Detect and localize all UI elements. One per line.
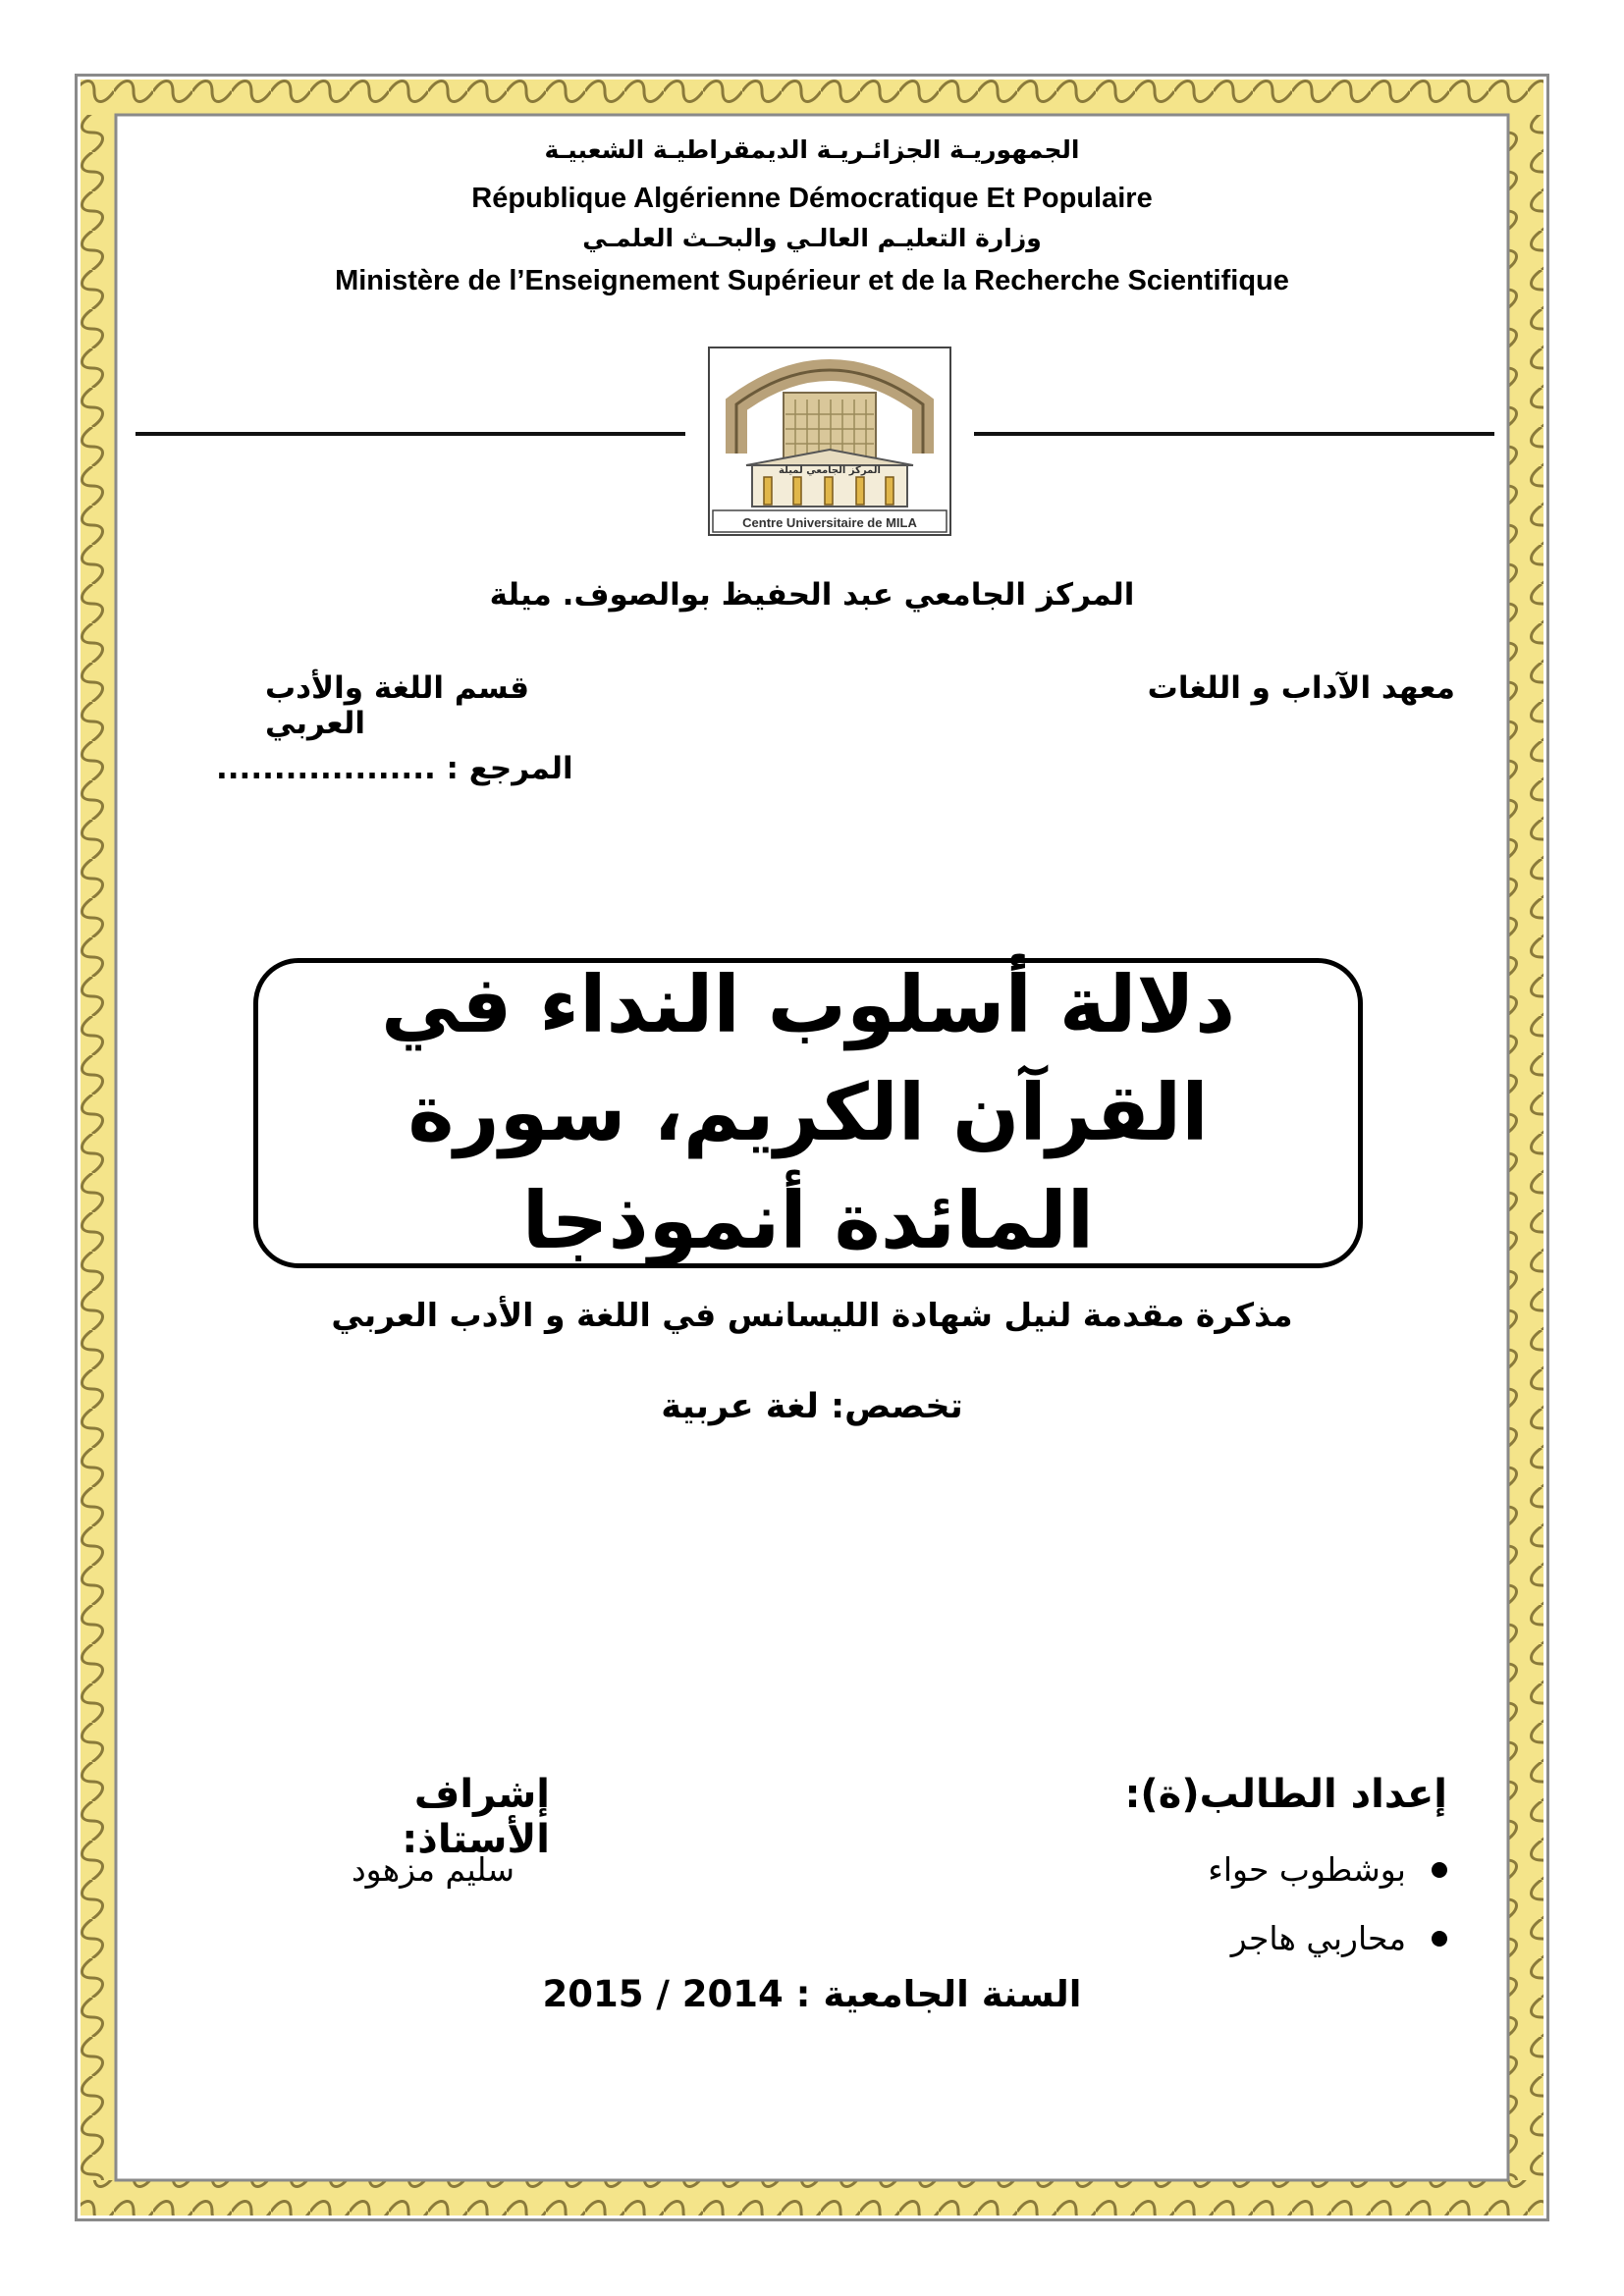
supervisor-name: سليم مزهود <box>351 1850 514 1889</box>
university-building-logo-icon <box>707 346 952 537</box>
bullet-icon <box>1432 1862 1447 1878</box>
students-heading: إعداد الطالب(ة): <box>1124 1772 1447 1817</box>
supervisor-heading: إشراف الأستاذ: <box>402 1772 550 1862</box>
country-name-arabic: الجمهوريـة الجزائـريـة الديمقراطيـة الشعبيـة <box>544 135 1080 164</box>
department-name: قسم اللغة والأدب العربي <box>265 670 529 741</box>
bullet-icon <box>1432 1931 1447 1947</box>
university-center-name: المركز الجامعي عبد الحفيظ بوالصوف. ميلة <box>489 577 1135 613</box>
thesis-title-box <box>253 958 1363 1268</box>
academic-year: السنة الجامعية : 2014 / 2015 <box>542 1973 1082 2015</box>
reference-field: المرجع : ................... <box>216 751 573 786</box>
memo-description: مذكرة مقدمة لنيل شهادة الليسانس في اللغة و الأدب العربي <box>331 1296 1293 1334</box>
logo-caption: Centre Universitaire de MILA <box>742 515 917 530</box>
ministry-name-french: Ministère de l’Enseignement Supérieur et de la Recherche Scientifique <box>335 265 1289 296</box>
country-name-french: République Algérienne Démocratique Et Populaire <box>471 183 1153 214</box>
institute-name: معهد الآداب و اللغات <box>1147 670 1455 706</box>
student-item <box>1208 1850 1447 1889</box>
ministry-name-arabic: وزارة التعليـم العالـي والبحـث العلمـي <box>582 224 1042 252</box>
header-rule-left <box>135 432 685 436</box>
thesis-title: دلالة أسلوب النداء في القرآن الكريم، سورة المائدة أنموذجا <box>381 959 1235 1266</box>
student-name: بوشطوب حواء <box>1208 1850 1406 1889</box>
student-item <box>1231 1919 1447 1957</box>
student-name: محاربي هاجر <box>1230 1919 1406 1957</box>
specialization: تخصص: لغة عربية <box>661 1387 963 1426</box>
logo-arabic-banner: المركز الجامعي لميلة <box>779 465 881 476</box>
header-rule-right <box>974 432 1494 436</box>
university-logo <box>707 346 952 537</box>
